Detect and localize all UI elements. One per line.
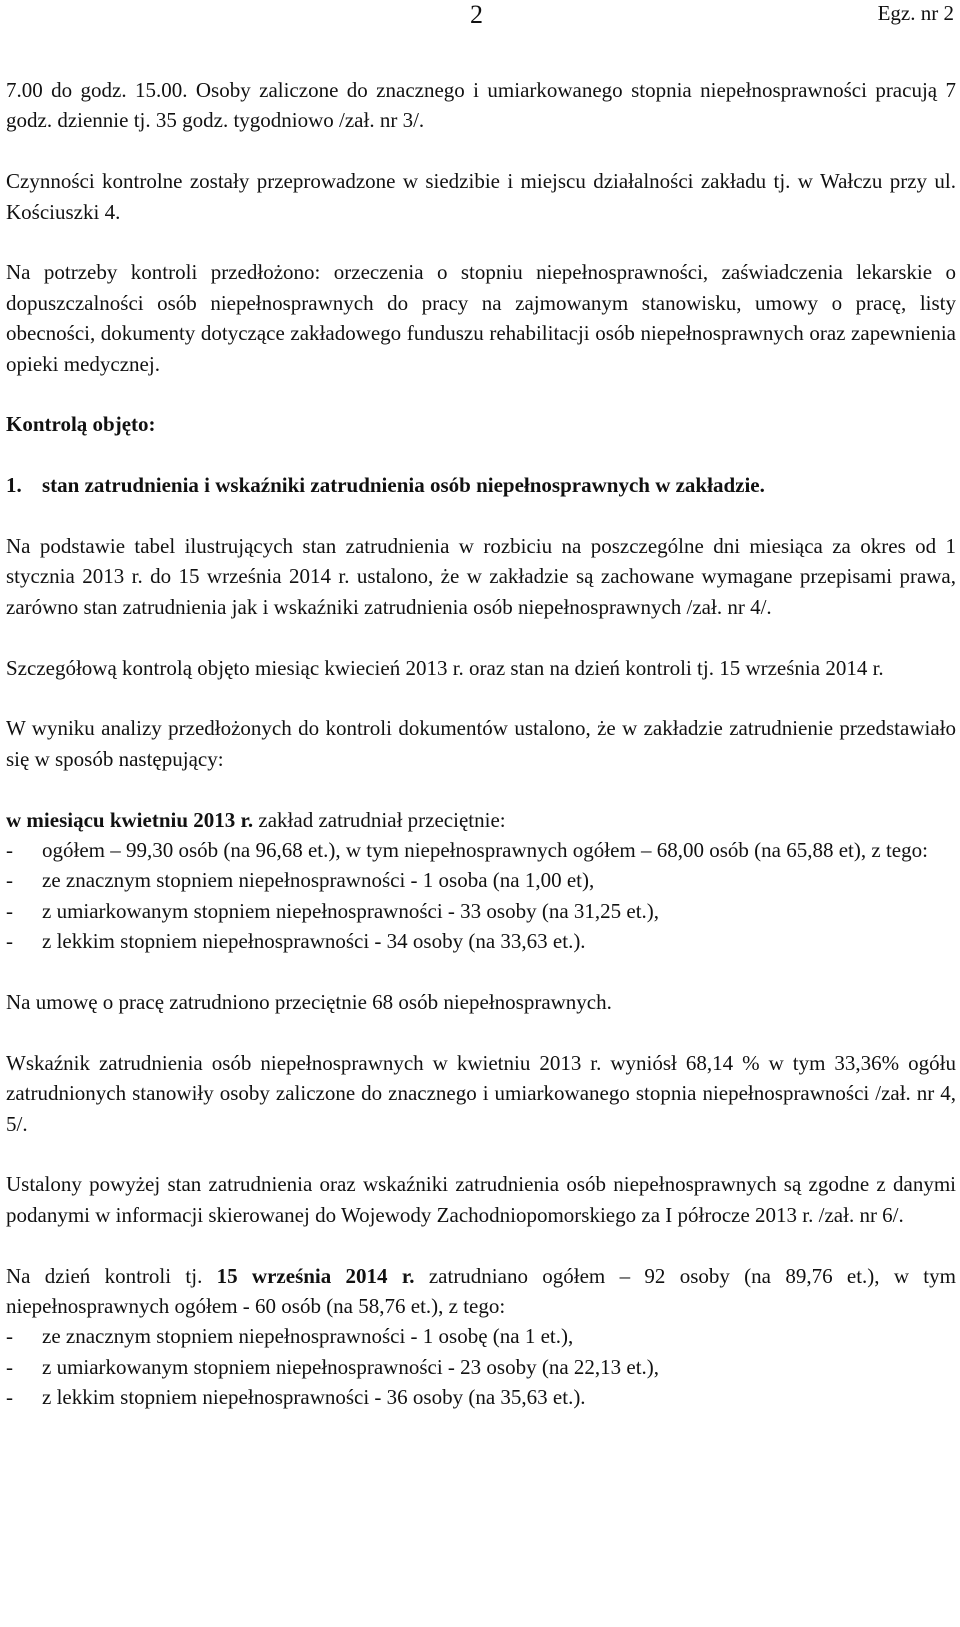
- dash-marker: -: [6, 868, 13, 893]
- document-body: [6, 75, 956, 1443]
- paragraph-control-location: Czynności kontrolne zostały przeprowadzone w siedzibie i miejscu działalności zakładu tj. w Wałczu przy ul. Kościuszki 4.: [6, 169, 956, 224]
- paragraph-employment-indicator: Wskaźnik zatrudnienia osób niepełnosprawnych w kwietniu 2013 r. wyniósł 68,14 % w tym 33,36% ogółu zatrudnionych stanowiły osoby zaliczone do znacznego i umiarkowanego stopnia niepełnosprawności /zał. nr 4, 5/.: [6, 1050, 956, 1136]
- dash-marker: -: [6, 1385, 13, 1410]
- paragraph-analysis-result: W wyniku analizy przedłożonych do kontroli dokumentów ustalono, że w zakładzie zatrudnienie przedstawiało się w sposób następujący:: [6, 716, 956, 771]
- dash-marker: -: [6, 1324, 13, 1349]
- list-item: - z lekkim stopniem niepełnosprawności - 36 osoby (na 35,63 et.).: [6, 1382, 956, 1412]
- paragraph-detailed-scope: Szczegółową kontrolą objęto miesiąc kwiecień 2013 r. oraz stan na dzień kontroli tj. 15 września 2014 r.: [6, 655, 884, 680]
- list-item: - z lekkim stopniem niepełnosprawności - 34 osoby (na 33,63 et.).: [6, 926, 956, 956]
- dash-marker: -: [6, 898, 13, 923]
- paragraph-april-intro: [6, 805, 956, 835]
- point-number: 1.: [6, 473, 22, 498]
- dash-marker: -: [6, 838, 13, 863]
- paragraph-employment-tables: Na podstawie tabel ilustrujących stan zatrudnienia w rozbiciu na poszczególne dni miesiąca za okres od 1 stycznia 2013 r. do 15 września 2014 r. ustalono, że w zakładzie są zachowane wymagane przepisami prawa, zarówno stan zatrudnienia jak i wskaźniki zatrudnienia osób niepełnosprawnych /zał. nr 4/.: [6, 534, 956, 619]
- list-item: - ze znacznym stopniem niepełnosprawności - 1 osoba (na 1,00 et),: [6, 865, 956, 895]
- list-item: - z umiarkowanym stopniem niepełnosprawności - 23 osoby (na 22,13 et.),: [6, 1352, 956, 1382]
- april-intro-text: zakład zatrudniał przeciętnie:: [253, 807, 506, 832]
- dash-marker: -: [6, 929, 13, 954]
- paragraph-working-hours: 7.00 do godz. 15.00. Osoby zaliczone do znacznego i umiarkowanego stopnia niepełnosprawności pracują 7 godz. dziennie tj. 35 godz. tygodniowo /zał. nr 3/.: [6, 78, 956, 133]
- paragraph-employment-contracts: Na umowę o pracę zatrudniono przeciętnie 68 osób niepełnosprawnych.: [6, 990, 612, 1015]
- dash-marker: -: [6, 1354, 13, 1379]
- list-item: - ze znacznym stopniem niepełnosprawności - 1 osobę (na 1 et.),: [6, 1321, 956, 1351]
- point-text: stan zatrudnienia i wskaźniki zatrudnienia osób niepełnosprawnych w zakładzie.: [42, 473, 765, 498]
- april-employment-list: [6, 835, 956, 957]
- april-period-label: w miesiącu kwietniu 2013 r.: [6, 807, 254, 832]
- control-day-employment-list: [6, 1321, 956, 1412]
- list-item: - ogółem – 99,30 osób (na 96,68 et.), w tym niepełnosprawnych ogółem – 68,00 osób (na 65,88 et), z tego:: [6, 835, 956, 865]
- paragraph-voivode-information: Ustalony powyżej stan zatrudnienia oraz wskaźniki zatrudnienia osób niepełnosprawnych są zgodne z danymi podanymi w informacji skierowanej do Wojewody Zachodniopomorskiego za I półrocze 2013 r. /zał. nr 6/.: [6, 1172, 956, 1227]
- copy-number-label: Egz. nr 2: [877, 1, 954, 25]
- paragraph-submitted-documents: Na potrzeby kontroli przedłożono: orzeczenia o stopniu niepełnosprawności, zaświadczenia lekarskie o dopuszczalności osób niepełnosprawnych do pracy na zajmowanym stanowisku, umowy o pracę, listy obecności, dokumenty dotyczące zakładowego funduszu rehabilitacji osób niepełnosprawnych oraz zapewnienia opieki medycznej.: [6, 260, 956, 376]
- section-heading: Kontrolą objęto:: [6, 412, 156, 437]
- page-number: 2: [470, 0, 483, 29]
- control-date: 15 września 2014 r.: [216, 1263, 415, 1288]
- control-point-1: [6, 470, 956, 500]
- list-item: - z umiarkowanym stopniem niepełnosprawności - 33 osoby (na 31,25 et.),: [6, 896, 956, 926]
- paragraph-control-day: Na dzień kontroli tj. 15 września 2014 r. zatrudniano ogółem – 92 osoby (na 89,76 et.), w tym niepełnosprawnych ogółem - 60 osób (na 58,76 et.), z tego:: [6, 1263, 956, 1319]
